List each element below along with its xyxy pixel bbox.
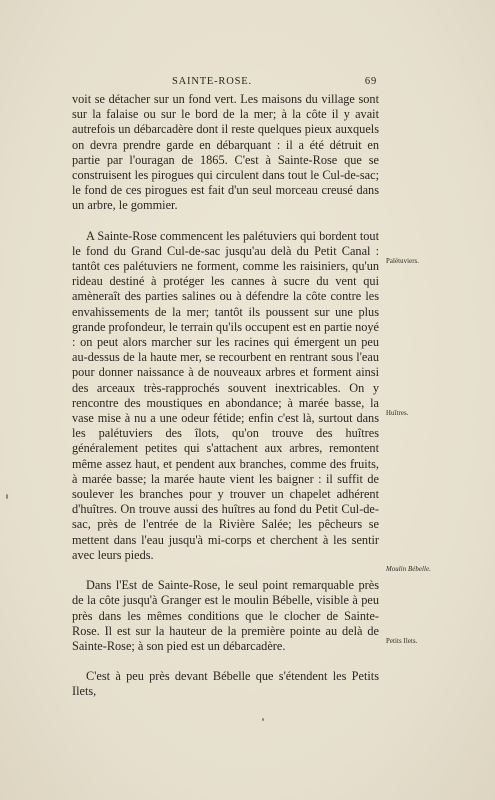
paragraph-paletuviers: A Sainte-Rose commencent les palétuviers qui bordent tout le fond du Grand Cul-de-sac jusqu'au delà du Petit Canal : tantôt ces palétuviers ne forment, comme les raisiniers, qu'un rideau destiné à protéger les cannes à sucre du vent qui amèneraît des parties salines ou à défendre la côte contre les envahissements de la mer; tantôt ils poussent sur une plus grande profondeur, le terrain qu'ils occupent est en partie noyé : on peut alors marcher sur les racines qui émergent un peu au-dessus de la haute mer, se recourbent en rentrant sous l'eau pour donner naissance à de nouveaux arbres et forment ainsi des arceaux très-rapprochés souvent inextricables. On y rencontre des moustiques en abondance; à marée basse, la vase mise à nu a une odeur fétide; enfin c'est là, surtout dans les palétuviers des îlots, qu'on trouve des huîtres généralement petites qui s'attachent aux arbres, remontent même assez haut, et pendent aux branches, comme des fruits, à marée basse; la marée haute vient les baigner : il suffit de soulever les branches pour y trouver un chapelet adhérent d'huîtres. On trouve aussi des huîtres au fond du Petit Cul-de-sac, près de l'entrée de la Rivière Salée; les pêcheurs se mettent dans l'eau jusqu'à mi-corps et cherchent à les sentir avec leurs pieds. bbox=[72, 228, 379, 562]
margin-note-moulin-bebelle: Moulin Bébelle. bbox=[386, 566, 431, 573]
paragraph-village: voit se détacher sur un fond vert. Les maisons du village sont sur la falaise ou sur le bord de la mer; à la côte il y avait autrefois un débarcadère dont il reste quelques pieux auxquels on devra prendre garde en débarquant : il a été détruit en partie par l'ouragan de 1865. C'est à Sainte-Rose que se construisent les pirogues qui circulent dans tout le Cul-de-sac; le fond de ces pirogues est fait d'un seul morceau creusé dans un arbre, le gommier. bbox=[72, 92, 379, 213]
paragraph-moulin-bebelle: Dans l'Est de Sainte-Rose, le seul point remarquable près de la côte jusqu'à Granger est le moulin Bébelle, visible à peu près dans les mêmes conditions que le clocher de Sainte-Rose. Il est sur la hauteur de la première pointe au delà de Sainte-Rose; à son pied est un débarcadère. bbox=[72, 578, 379, 653]
margin-note-petits-ilets: Petits Ilets. bbox=[386, 638, 418, 645]
margin-note-paletuviers: Palétuviers. bbox=[386, 258, 420, 265]
margin-note-huitres: Huîtres. bbox=[386, 410, 409, 417]
body-text bbox=[72, 92, 379, 715]
page-number: 69 bbox=[364, 76, 377, 87]
paragraph-petits-ilets: C'est à peu près devant Bébelle que s'étendent les Petits Ilets, bbox=[72, 669, 379, 699]
paper-speck bbox=[262, 718, 264, 721]
paper-speck bbox=[6, 494, 8, 499]
running-title: SAINTE-ROSE. bbox=[172, 76, 252, 87]
